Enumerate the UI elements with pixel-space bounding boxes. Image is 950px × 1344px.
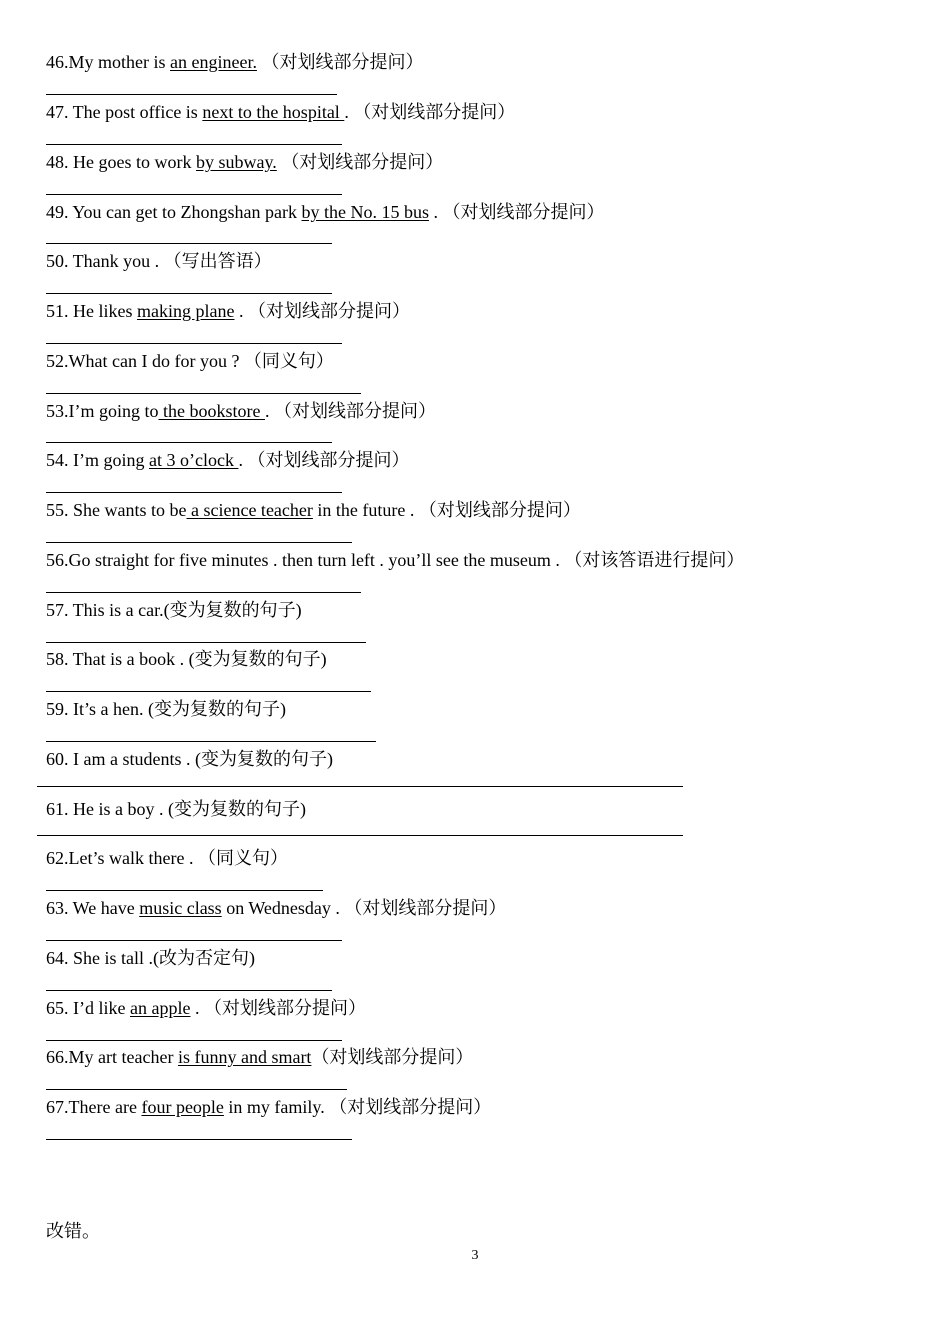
instruction-text: on Wednesday . （对划线部分提问）: [221, 898, 507, 918]
instruction-text: . （对划线部分提问）: [428, 202, 605, 222]
answer-line[interactable]: [46, 592, 361, 593]
question-57: [46, 599, 302, 621]
underlined-part: is funny and smart: [177, 1047, 312, 1067]
answer-line[interactable]: [46, 393, 361, 394]
question-text: 54. I’m going: [46, 450, 149, 470]
underlined-part: music class: [139, 898, 222, 918]
question-66: [46, 1046, 473, 1068]
underlined-part: next to the hospital: [202, 102, 345, 122]
answer-line[interactable]: [46, 1040, 342, 1041]
answer-line[interactable]: [46, 293, 332, 294]
question-text: 47. The post office is: [46, 102, 203, 122]
question-text: 50. Thank you . （写出答语）: [46, 251, 272, 271]
question-58: [46, 648, 327, 670]
instruction-text: （对划线部分提问）: [256, 52, 424, 72]
question-61: [46, 798, 306, 820]
instruction-text: in the future . （对划线部分提问）: [312, 500, 581, 520]
instruction-text: in my family. （对划线部分提问）: [223, 1097, 492, 1117]
question-55: [46, 499, 581, 521]
question-52: [46, 350, 334, 372]
underlined-part: an apple: [129, 998, 191, 1018]
answer-line[interactable]: [37, 786, 683, 787]
question-text: 63. We have: [46, 898, 140, 918]
question-46: [46, 51, 423, 73]
question-62: [46, 847, 288, 869]
answer-line[interactable]: [46, 1089, 347, 1090]
underlined-part: an engineer.: [170, 52, 257, 72]
answer-line[interactable]: [46, 741, 376, 742]
question-text: 53.I’m going to: [46, 401, 159, 421]
instruction-text: （对划线部分提问）: [311, 1047, 474, 1067]
question-text: 52.What can I do for you ? （同义句）: [46, 351, 334, 371]
answer-line[interactable]: [46, 343, 342, 344]
question-text: 46.My mother is: [46, 52, 170, 72]
question-text: 67.There are: [46, 1097, 142, 1117]
page-number: 3: [471, 1248, 479, 1263]
question-64: [46, 947, 255, 969]
question-text: 48. He goes to work: [46, 152, 196, 172]
answer-line[interactable]: [46, 1139, 352, 1140]
question-59: [46, 698, 286, 720]
underlined-part: by subway.: [195, 152, 277, 172]
underlined-part: making plane: [136, 301, 235, 321]
question-63: [46, 897, 506, 919]
question-text: 60. I am a students . (变为复数的句子): [46, 749, 333, 769]
question-text: 49. You can get to Zhongshan park: [46, 202, 302, 222]
question-text: 57. This is a car.(变为复数的句子): [46, 600, 302, 620]
answer-line[interactable]: [46, 990, 332, 991]
question-67: [46, 1096, 491, 1118]
underlined-part: by the No. 15 bus: [301, 202, 429, 222]
answer-line[interactable]: [46, 492, 342, 493]
instruction-text: . （对划线部分提问）: [234, 301, 410, 321]
answer-line[interactable]: [46, 642, 366, 643]
answer-line[interactable]: [46, 243, 332, 244]
underlined-part: the bookstore: [158, 401, 265, 421]
instruction-text: . （对划线部分提问）: [238, 450, 410, 470]
question-text: 56.Go straight for five minutes . then turn left . you’ll see the museum . （对该答语进行提问）: [46, 550, 745, 570]
answer-line[interactable]: [37, 835, 683, 836]
question-47: [46, 101, 515, 123]
answer-line[interactable]: [46, 691, 371, 692]
answer-line[interactable]: [46, 94, 337, 95]
question-54: [46, 449, 409, 471]
answer-line[interactable]: [46, 442, 332, 443]
instruction-text: . （对划线部分提问）: [190, 998, 366, 1018]
underlined-part: at 3 o’clock: [149, 450, 239, 470]
question-text: 62.Let’s walk there . （同义句）: [46, 848, 288, 868]
instruction-text: . （对划线部分提问）: [264, 401, 436, 421]
question-51: [46, 300, 410, 322]
answer-line[interactable]: [46, 890, 323, 891]
section-title: 改错。: [46, 1221, 100, 1241]
question-60: [46, 748, 333, 770]
question-text: 65. I’d like: [46, 998, 130, 1018]
underlined-part: a science teacher: [186, 500, 313, 520]
answer-line[interactable]: [46, 144, 342, 145]
answer-line[interactable]: [46, 542, 352, 543]
question-text: 61. He is a boy . (变为复数的句子): [46, 799, 306, 819]
instruction-text: （对划线部分提问）: [276, 152, 444, 172]
question-text: 66.My art teacher: [46, 1047, 178, 1067]
question-text: 51. He likes: [46, 301, 137, 321]
underlined-part: four people: [141, 1097, 224, 1117]
question-text: 59. It’s a hen. (变为复数的句子): [46, 699, 286, 719]
instruction-text: . （对划线部分提问）: [344, 102, 516, 122]
question-50: [46, 250, 272, 272]
question-text: 55. She wants to be: [46, 500, 187, 520]
question-text: 58. That is a book . (变为复数的句子): [46, 649, 327, 669]
question-text: 64. She is tall .(改为否定句): [46, 948, 255, 968]
question-56: [46, 549, 744, 571]
question-49: [46, 201, 604, 223]
question-48: [46, 151, 443, 173]
question-53: [46, 400, 436, 422]
answer-line[interactable]: [46, 940, 342, 941]
answer-line[interactable]: [46, 194, 342, 195]
question-65: [46, 997, 366, 1019]
